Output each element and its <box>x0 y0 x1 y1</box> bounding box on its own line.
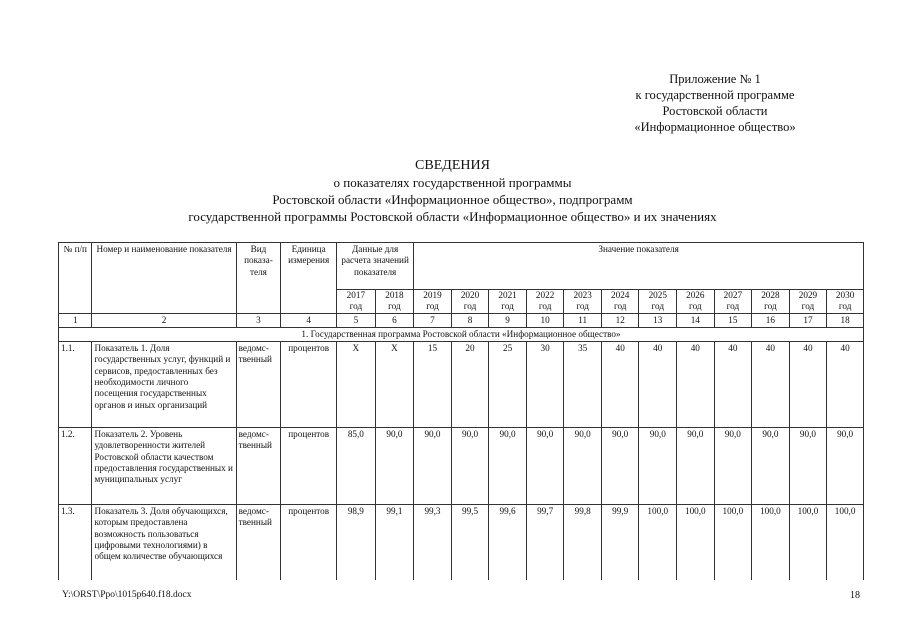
year-header: 2028 год <box>752 290 790 314</box>
year-header: 2019 год <box>414 290 452 314</box>
footer-page-number: 18 <box>850 590 860 601</box>
indicator-value: 100,0 <box>639 505 677 581</box>
indicator-value: 25 <box>489 342 527 428</box>
indicator-value: 90,0 <box>489 428 527 505</box>
indicator-value: 40 <box>752 342 790 428</box>
header-num: № п/п <box>59 243 92 314</box>
year-header: 2018 год <box>375 290 414 314</box>
indicator-value: 99,1 <box>375 505 414 581</box>
column-number: 6 <box>375 313 414 327</box>
column-number: 18 <box>827 313 864 327</box>
indicator-value: 90,0 <box>451 428 489 505</box>
indicator-value: 35 <box>564 342 602 428</box>
indicator-value: 99,9 <box>601 505 639 581</box>
indicator-value: 40 <box>639 342 677 428</box>
column-number: 13 <box>639 313 677 327</box>
column-number: 15 <box>714 313 752 327</box>
year-header: 2029 год <box>789 290 827 314</box>
indicator-value: X <box>337 342 376 428</box>
column-number: 2 <box>92 313 236 327</box>
indicator-value: X <box>375 342 414 428</box>
indicator-name: Показатель 1. Доля государственных услуг, функций и сервисов, предоставленных без необходимости личного посещения государственных органов и иных организаций <box>92 342 236 428</box>
year-header: 2020 год <box>451 290 489 314</box>
heading-line: государственной программы Ростовской области «Информационное общество» и их значениях <box>188 209 717 224</box>
year-header: 2030 год <box>827 290 864 314</box>
appendix-line: Приложение № 1 <box>669 72 761 86</box>
indicator-value: 90,0 <box>789 428 827 505</box>
table-row <box>59 505 864 581</box>
indicator-unit: процентов <box>281 342 337 428</box>
indicator-value: 40 <box>827 342 864 428</box>
indicator-value: 40 <box>714 342 752 428</box>
indicator-value: 40 <box>677 342 715 428</box>
column-number: 7 <box>414 313 452 327</box>
indicator-value: 90,0 <box>714 428 752 505</box>
indicator-value: 90,0 <box>375 428 414 505</box>
document-title: СВЕДЕНИЯ <box>415 158 490 173</box>
table-row <box>59 428 864 505</box>
indicator-value: 85,0 <box>337 428 376 505</box>
indicator-unit: процентов <box>281 505 337 581</box>
column-number: 17 <box>789 313 827 327</box>
indicator-value: 99,3 <box>414 505 452 581</box>
document-heading <box>0 157 905 225</box>
indicator-value: 100,0 <box>789 505 827 581</box>
year-header: 2023 год <box>564 290 602 314</box>
indicator-value: 90,0 <box>601 428 639 505</box>
year-header: 2017 год <box>337 290 376 314</box>
indicator-value: 90,0 <box>827 428 864 505</box>
indicator-name: Показатель 2. Уровень удовлетворенности жителей Ростовской области качеством предоставления государственных и муниципальных услуг <box>92 428 236 505</box>
column-number: 16 <box>752 313 790 327</box>
indicator-value: 100,0 <box>827 505 864 581</box>
section-row <box>59 327 864 341</box>
indicator-value: 98,9 <box>337 505 376 581</box>
column-number: 10 <box>526 313 564 327</box>
indicator-value: 99,5 <box>451 505 489 581</box>
header-name: Номер и наименование показателя <box>92 243 236 314</box>
indicator-value: 15 <box>414 342 452 428</box>
appendix-line: Ростовской области <box>662 104 768 118</box>
column-number: 5 <box>337 313 376 327</box>
column-number: 8 <box>451 313 489 327</box>
indicator-kind: ведомс-твенный <box>236 428 281 505</box>
indicator-value: 90,0 <box>752 428 790 505</box>
indicator-kind: ведомс-твенный <box>236 342 281 428</box>
year-header: 2027 год <box>714 290 752 314</box>
indicator-value: 30 <box>526 342 564 428</box>
year-header: 2021 год <box>489 290 527 314</box>
indicator-value: 40 <box>789 342 827 428</box>
indicator-value: 90,0 <box>639 428 677 505</box>
indicator-value: 99,8 <box>564 505 602 581</box>
column-number: 1 <box>59 313 92 327</box>
indicator-value: 20 <box>451 342 489 428</box>
column-number: 4 <box>281 313 337 327</box>
footer-file-path: Y:\ORST\Ppo\1015p640.f18.docx <box>62 590 192 600</box>
indicator-value: 100,0 <box>677 505 715 581</box>
column-number: 9 <box>489 313 527 327</box>
table-row <box>59 342 864 428</box>
indicators-table <box>58 242 864 580</box>
header-base: Данные для расчета значений показателя <box>337 243 414 290</box>
column-number-row <box>59 313 864 327</box>
row-number: 1.1. <box>59 342 92 428</box>
indicator-value: 90,0 <box>677 428 715 505</box>
indicator-value: 90,0 <box>414 428 452 505</box>
row-number: 1.2. <box>59 428 92 505</box>
appendix-line: к государственной программе <box>635 88 795 102</box>
indicator-value: 100,0 <box>752 505 790 581</box>
section-title: 1. Государственная программа Ростовской области «Информационное общество» <box>59 327 864 341</box>
heading-line: Ростовской области «Информационное общество», подпрограмм <box>272 192 633 207</box>
indicator-name: Показатель 3. Доля обучающихся, которым предоставлена возможность пользоваться цифровыми технологиями) в общем количестве обучающихся <box>92 505 236 581</box>
column-number: 12 <box>601 313 639 327</box>
indicator-unit: процентов <box>281 428 337 505</box>
row-number: 1.3. <box>59 505 92 581</box>
indicator-value: 90,0 <box>526 428 564 505</box>
indicator-value: 99,7 <box>526 505 564 581</box>
appendix-block <box>585 71 845 135</box>
column-number: 11 <box>564 313 602 327</box>
year-header: 2026 год <box>677 290 715 314</box>
indicator-value: 40 <box>601 342 639 428</box>
header-value: Значение показателя <box>414 243 864 290</box>
column-number: 3 <box>236 313 281 327</box>
indicator-value: 99,6 <box>489 505 527 581</box>
header-row <box>59 243 864 290</box>
year-header: 2024 год <box>601 290 639 314</box>
year-header: 2025 год <box>639 290 677 314</box>
indicator-value: 90,0 <box>564 428 602 505</box>
year-header: 2022 год <box>526 290 564 314</box>
column-number: 14 <box>677 313 715 327</box>
appendix-line: «Информационное общество» <box>634 120 796 134</box>
indicator-value: 100,0 <box>714 505 752 581</box>
header-unit: Единица измерения <box>281 243 337 314</box>
indicator-kind: ведомс-твенный <box>236 505 281 581</box>
header-kind: Вид показа-теля <box>236 243 281 314</box>
heading-line: о показателях государственной программы <box>333 175 572 190</box>
